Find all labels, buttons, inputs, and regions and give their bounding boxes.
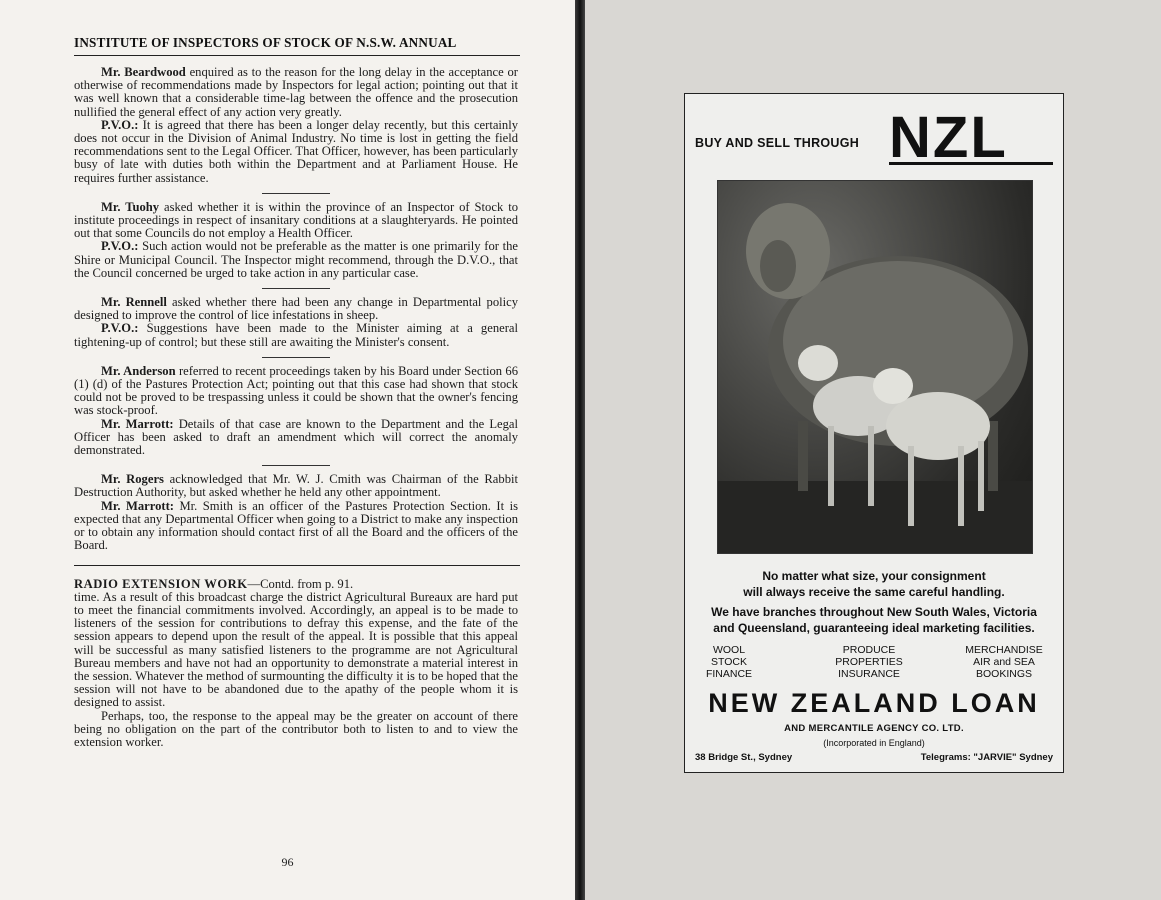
speaker-name: Mr. Rogers bbox=[101, 472, 164, 487]
radio-paragraph-2: Perhaps, too, the response to the appeal may be the greater on account of there being no obligation on the part of the contributor both to listen to and to view the extension worker. bbox=[74, 708, 518, 749]
paragraph-text: acknowledged that Mr. W. J. Cmith was Chairman of the Rabbit Destruction Authority, but asked whether he held any other appointment. bbox=[74, 472, 518, 500]
services-col-3 bbox=[949, 644, 1059, 680]
speaker-name: Mr. Anderson bbox=[101, 363, 176, 378]
services-col-2 bbox=[809, 644, 929, 680]
separator bbox=[262, 193, 330, 194]
speaker-name: Mr. Marrott: bbox=[101, 416, 174, 431]
reply-pvo-3 bbox=[74, 322, 518, 348]
paragraph-text: Such action would not be preferable as the matter is one primarily for the Shire or Municipal Council. The Inspector might recommend, through the D.V.O., that the Council concerned be urged to take action in any particular case. bbox=[74, 239, 518, 280]
body-text bbox=[74, 66, 518, 749]
paragraph-rogers bbox=[74, 473, 518, 499]
ad-tagline-3: We have branches throughout New South Wales, Victoria bbox=[711, 605, 1037, 619]
paragraph-text: Suggestions have been made to the Minister aiming at a general tightening-up of control; but these still are awaiting the Minister's consent. bbox=[74, 321, 518, 349]
paragraph-text: asked whether it is within the province of an Inspector of Stock to institute proceedings in respect of insanitary conditions at a slaughteryards. He pointed out that some Councils do not employ a Health Officer. bbox=[74, 199, 518, 241]
services-col-1 bbox=[699, 644, 759, 680]
separator bbox=[262, 465, 330, 466]
service-item: PROPERTIES bbox=[835, 656, 903, 668]
company-address: 38 Bridge St., Sydney bbox=[695, 752, 793, 763]
service-item: FINANCE bbox=[705, 668, 753, 680]
paragraph-text: Details of that case are known to the Department and the Legal Officer has been asked to draft an amendment which will correct the anomaly demonstrated. bbox=[74, 416, 518, 458]
buy-and-sell-text: BUY AND SELL THROUGH bbox=[695, 136, 860, 150]
radio-paragraph-1: time. As a result of this broadcast charge the district Agricultural Bureaux are hard put to meet the financial commitments involved. Accordingly, an appeal is to be made to listeners of the session for contributions to defray this expense, and the fate of the session appears to depend upon the result of the appeal. It is possible that this appeal will be successful as many satisfied listeners to the programme are not Agricultural Bureau members and have not had an opportunity to demonstrate a material interest in the session. Whatever the method of surmounting the difficulty it is to be hoped that the session will not have to be abandoned due to the apathy of the people whom it is designed to assist. bbox=[74, 589, 518, 710]
paragraph-tuohy bbox=[74, 201, 518, 241]
book-gutter bbox=[575, 0, 585, 900]
service-item: WOOL bbox=[712, 644, 746, 656]
speaker-name: P.V.O.: bbox=[101, 239, 139, 254]
service-item: INSURANCE bbox=[838, 668, 900, 680]
paragraph-rennell bbox=[74, 296, 518, 322]
ad-header bbox=[693, 105, 1053, 170]
nzl-logo: NZL bbox=[889, 105, 1008, 170]
sheep-illustration bbox=[718, 181, 1032, 553]
reply-marrott-2 bbox=[74, 500, 518, 553]
telegrams-info: Telegrams: "JARVIE" Sydney bbox=[920, 752, 1053, 763]
section-continued: —Contd. from p. 91. bbox=[247, 576, 354, 591]
page-number: 96 bbox=[281, 855, 294, 869]
service-item: STOCK bbox=[711, 656, 747, 668]
speaker-name: P.V.O.: bbox=[101, 117, 139, 132]
ad-tagline-2: will always receive the same careful handling. bbox=[743, 585, 1005, 599]
paragraph-anderson bbox=[74, 365, 518, 418]
paragraph-text: It is agreed that there has been a longer delay recently, but this certainly does not occur in the Division of Animal Industry. No time is lost in getting the field recommendations sent to the Legal Officer. That Officer, however, has been particularly busy of late with duties both within the Department and at Parliament House. He requires further assistance. bbox=[74, 117, 518, 185]
sheep-photo bbox=[717, 180, 1033, 554]
service-item: PRODUCE bbox=[842, 644, 896, 656]
radio-section-heading bbox=[74, 578, 518, 591]
service-item: BOOKINGS bbox=[975, 668, 1032, 680]
paragraph-beardwood bbox=[74, 66, 518, 119]
speaker-name: Mr. Beardwood bbox=[101, 65, 186, 79]
left-page bbox=[0, 0, 575, 900]
reply-pvo-2 bbox=[74, 240, 518, 280]
company-subtitle: AND MERCANTILE AGENCY CO. LTD. bbox=[784, 723, 964, 734]
paragraph-text: referred to recent proceedings taken by his Board under Section 66 (1) (d) of the Pastures Protection Act; pointing out that this case had shown that stock could not be proved to be trespassing unless it could be shown that the owner's fencing was stock-proof. bbox=[74, 363, 519, 418]
section-heading: RADIO EXTENSION WORK bbox=[74, 576, 248, 591]
reply-pvo-1 bbox=[74, 119, 518, 185]
separator bbox=[262, 288, 330, 289]
speaker-name: Mr. Rennell bbox=[101, 295, 167, 310]
service-item: MERCHANDISE bbox=[965, 644, 1043, 656]
advertisement bbox=[684, 93, 1064, 773]
paragraph-text: Mr. Smith is an officer of the Pastures Protection Section. It is expected that any Departmental Officer when going to a District to make any inspection or to obtain any information should contact first of all the Board and the officers of the Board. bbox=[74, 498, 518, 553]
ad-tagline-4: and Queensland, guaranteeing ideal marketing facilities. bbox=[713, 621, 1035, 635]
reply-marrott-1 bbox=[74, 418, 518, 458]
logo-underline bbox=[889, 162, 1053, 165]
speaker-name: Mr. Tuohy bbox=[101, 199, 160, 214]
head-rule bbox=[74, 55, 520, 56]
section-rule bbox=[74, 565, 520, 566]
service-item: AIR and SEA bbox=[973, 656, 1035, 668]
paragraph-text: enquired as to the reason for the long delay in the acceptance or otherwise of recommendations made by Inspectors for legal action; pointing out that it was well known that a considerable time-lag between the offence and the prosecution nullified the general effect of any action very greatly. bbox=[74, 65, 518, 119]
speaker-name: P.V.O.: bbox=[101, 321, 139, 336]
ad-tagline-1: No matter what size, your consignment bbox=[762, 569, 986, 583]
paragraph-text: asked whether there had been any change in Departmental policy designed to improve the control of lice infestations in sheep. bbox=[74, 295, 519, 323]
speaker-name: Mr. Marrott: bbox=[101, 498, 174, 513]
running-head: INSTITUTE OF INSPECTORS OF STOCK OF N.S.W. ANNUAL bbox=[74, 35, 457, 50]
right-page bbox=[585, 0, 1161, 900]
incorporated-note: (Incorporated in England) bbox=[823, 738, 925, 748]
company-name: NEW ZEALAND LOAN bbox=[708, 688, 1040, 718]
separator bbox=[262, 357, 330, 358]
